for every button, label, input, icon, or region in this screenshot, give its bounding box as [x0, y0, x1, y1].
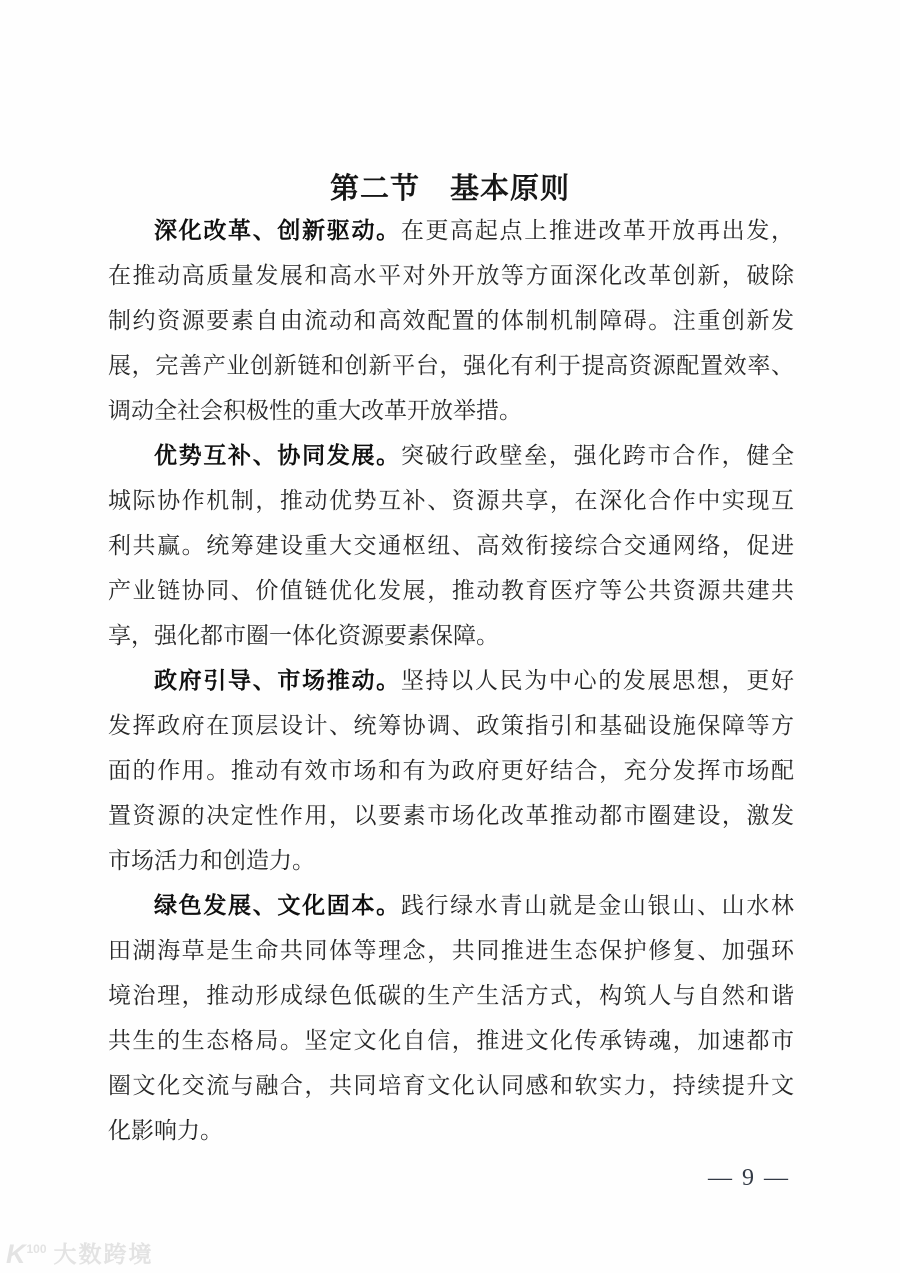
paragraph: [108, 208, 794, 433]
text-line: 化影响力。: [108, 1118, 223, 1143]
page-number: — 9 —: [708, 1165, 790, 1191]
text-line: 享，强化都市圈一体化资源要素保障。: [108, 623, 499, 648]
text-line: 政府引导、市场推动。坚持以人民为中心的发展思想，更好: [154, 668, 794, 693]
text-line: 深化改革、创新驱动。在更高起点上推进改革开放再出发，: [154, 218, 794, 243]
text-line: 在推动高质量发展和高水平对外开放等方面深化改革创新，破除: [108, 263, 794, 288]
section-title: 第二节 基本原则: [329, 173, 570, 206]
paragraph-lead: 绿色发展、文化固本。: [154, 893, 401, 918]
text-line: 置资源的决定性作用，以要素市场化改革推动都市圈建设，激发: [108, 803, 794, 828]
text-line: 产业链协同、价值链优化发展，推动教育医疗等公共资源共建共: [108, 578, 794, 603]
paragraph: [108, 883, 794, 1153]
text-line: 城际协作机制，推动优势互补、资源共享，在深化合作中实现互: [108, 488, 794, 513]
paragraph-lead: 政府引导、市场推动。: [154, 668, 401, 693]
paragraph-lead: 深化改革、创新驱动。: [154, 218, 401, 243]
text-line: 优势互补、协同发展。突破行政壁垒，强化跨市合作，健全: [154, 443, 794, 468]
text-line: 利共赢。统筹建设重大交通枢纽、高效衔接综合交通网络，促进: [108, 533, 794, 558]
text-line: 绿色发展、文化固本。践行绿水青山就是金山银山、山水林: [154, 893, 794, 918]
text-line: 共生的生态格局。坚定文化自信，推进文化传承铸魂，加速都市: [108, 1028, 794, 1053]
watermark: [6, 1236, 154, 1267]
text-line: 面的作用。推动有效市场和有为政府更好结合，充分发挥市场配: [108, 758, 794, 783]
watermark-text: 大数跨境: [53, 1241, 154, 1267]
document-body: [108, 208, 794, 1153]
text-line: 展，完善产业创新链和创新平台，强化有利于提高资源配置效率、: [108, 353, 794, 378]
text-line: 田湖海草是生命共同体等理念，共同推进生态保护修复、加强环: [108, 938, 794, 963]
watermark-logo-letter: K: [6, 1239, 26, 1269]
text-line: 境治理，推动形成绿色低碳的生产生活方式，构筑人与自然和谐: [108, 983, 794, 1008]
paragraph: [108, 433, 794, 658]
paragraph-lead: 优势互补、协同发展。: [154, 443, 401, 468]
text-line: 调动全社会积极性的重大改革开放举措。: [108, 398, 522, 423]
watermark-logo-icon: [6, 1236, 47, 1267]
watermark-logo-superscript: 100: [26, 1242, 47, 1256]
text-line: 制约资源要素自由流动和高效配置的体制机制障碍。注重创新发: [108, 308, 794, 333]
text-line: 圈文化交流与融合，共同培育文化认同感和软实力，持续提升文: [108, 1073, 794, 1098]
text-line: 市场活力和创造力。: [108, 848, 315, 873]
paragraph: [108, 658, 794, 883]
text-line: 发挥政府在顶层设计、统筹协调、政策指引和基础设施保障等方: [108, 713, 794, 738]
